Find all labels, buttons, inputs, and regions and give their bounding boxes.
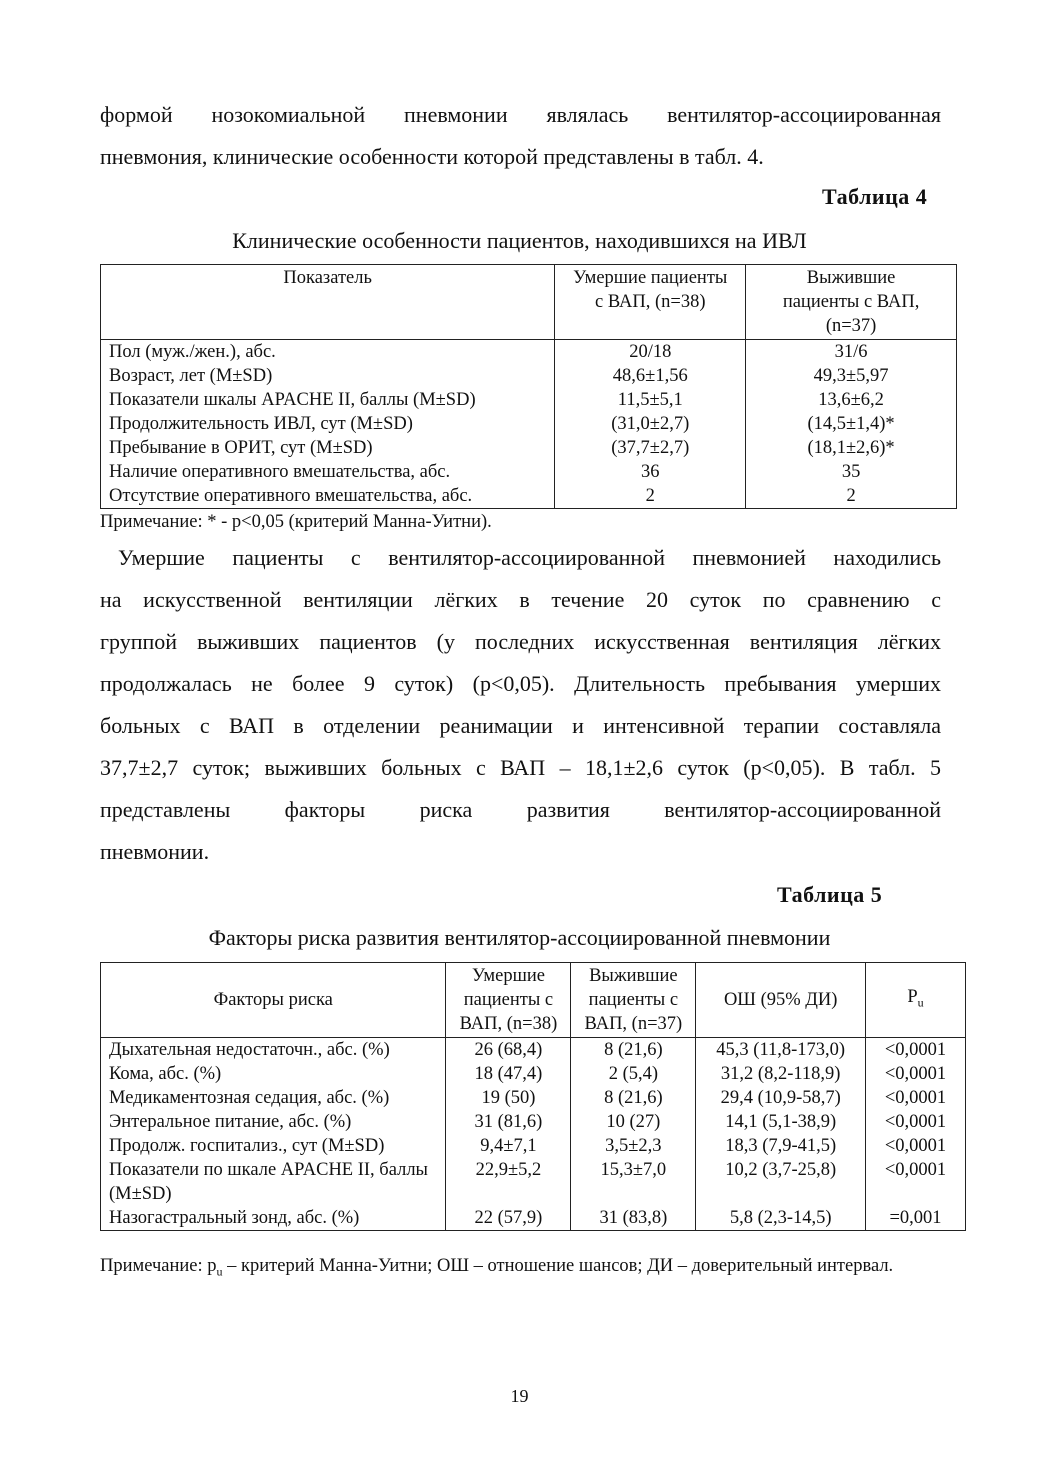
table-cell: 14,1 (5,1-38,9) bbox=[696, 1110, 866, 1134]
table-cell: 8 (21,6) bbox=[571, 1038, 696, 1063]
column-header: Факторы риска bbox=[101, 963, 446, 1038]
text-line: больных с ВАП в отделении реанимации и интенсивной терапии составляла bbox=[100, 713, 941, 738]
table-cell: 31 (83,8) bbox=[571, 1206, 696, 1231]
table-row bbox=[101, 388, 957, 412]
table-cell: 18 (47,4) bbox=[446, 1062, 571, 1086]
table-cell: 31,2 (8,2-118,9) bbox=[696, 1062, 866, 1086]
table-cell: 35 bbox=[746, 460, 957, 484]
table-row bbox=[101, 364, 957, 388]
table-row bbox=[101, 1062, 966, 1086]
p-subscript: u bbox=[917, 995, 924, 1010]
table-cell: Показатели шкалы APACHE II, баллы (M±SD) bbox=[101, 388, 555, 412]
table5 bbox=[100, 962, 966, 1231]
table-cell: Наличие оперативного вмешательства, абс. bbox=[101, 460, 555, 484]
table-row bbox=[101, 1086, 966, 1110]
table-cell: 48,6±1,56 bbox=[555, 364, 746, 388]
table-cell: =0,001 bbox=[866, 1206, 966, 1231]
table-cell: Возраст, лет (M±SD) bbox=[101, 364, 555, 388]
intro-paragraph bbox=[100, 94, 941, 178]
table-cell: <0,0001 bbox=[866, 1110, 966, 1134]
table-cell: (37,7±2,7) bbox=[555, 436, 746, 460]
text-line: формой нозокомиальной пневмонии являлась вентилятор-ассоциированная bbox=[100, 102, 941, 127]
table-cell: Энтеральное питание, абс. (%) bbox=[101, 1110, 446, 1134]
table-cell: 45,3 (11,8-173,0) bbox=[696, 1038, 866, 1063]
table-cell: 2 bbox=[555, 484, 746, 509]
table-cell: 31 (81,6) bbox=[446, 1110, 571, 1134]
text-line: пневмонии. bbox=[100, 839, 210, 864]
table-cell: Медикаментозная седация, абс. (%) bbox=[101, 1086, 446, 1110]
table-cell: 31/6 bbox=[746, 340, 957, 365]
table-cell: 13,6±6,2 bbox=[746, 388, 957, 412]
note-text: – критерий Манна-Уитни; ОШ – отношение шансов; ДИ – доверительный интервал. bbox=[222, 1256, 894, 1276]
table-cell: 10 (27) bbox=[571, 1110, 696, 1134]
table-cell: Отсутствие оперативного вмешательства, абс. bbox=[101, 484, 555, 509]
table-cell: <0,0001 bbox=[866, 1062, 966, 1086]
column-header: Умершие пациенты с ВАП, (n=38) bbox=[446, 963, 571, 1038]
table-cell: 11,5±5,1 bbox=[555, 388, 746, 412]
table-row bbox=[101, 1134, 966, 1158]
table-cell: 36 bbox=[555, 460, 746, 484]
column-header: Выжившие пациенты с ВАП, (n=37) bbox=[746, 265, 957, 340]
table-cell: 15,3±7,0 bbox=[571, 1158, 696, 1206]
text-line: Умершие пациенты с вентилятор-ассоциированной пневмонией находились bbox=[118, 545, 941, 570]
table-row bbox=[101, 460, 957, 484]
table4-label: Таблица 4 bbox=[822, 184, 928, 209]
table5-label: Таблица 5 bbox=[777, 882, 883, 907]
body-paragraph bbox=[100, 537, 941, 873]
table-header-row bbox=[101, 963, 966, 1038]
text-line: пневмония, клинические особенности которой представлены в табл. 4. bbox=[100, 144, 764, 169]
table-cell: (14,5±1,4)* bbox=[746, 412, 957, 436]
table-cell: Пол (муж./жен.), абс. bbox=[101, 340, 555, 365]
table-cell: Кома, абс. (%) bbox=[101, 1062, 446, 1086]
text-line: на искусственной вентиляции лёгких в течение 20 суток по сравнению с bbox=[100, 587, 941, 612]
table-cell: 26 (68,4) bbox=[446, 1038, 571, 1063]
table-cell: <0,0001 bbox=[866, 1158, 966, 1206]
table-cell: (31,0±2,7) bbox=[555, 412, 746, 436]
table-cell: 5,8 (2,3-14,5) bbox=[696, 1206, 866, 1231]
table5-note bbox=[100, 1254, 941, 1284]
text-line: продолжалась не более 9 суток) (p<0,05). Длительность пребывания умерших bbox=[100, 671, 941, 696]
note-prefix: Примечание: p bbox=[100, 1256, 217, 1276]
table-header-row bbox=[101, 265, 957, 340]
table-cell: Продолж. госпитализ., сут (M±SD) bbox=[101, 1134, 446, 1158]
table-cell: 2 bbox=[746, 484, 957, 509]
table-cell: <0,0001 bbox=[866, 1038, 966, 1063]
column-header: Выжившие пациенты с ВАП, (n=37) bbox=[571, 963, 696, 1038]
table-cell: 8 (21,6) bbox=[571, 1086, 696, 1110]
table-row bbox=[101, 340, 957, 365]
table-cell: <0,0001 bbox=[866, 1086, 966, 1110]
table-row bbox=[101, 1110, 966, 1134]
column-header bbox=[866, 963, 966, 1038]
table-cell: Назогастральный зонд, абс. (%) bbox=[101, 1206, 446, 1231]
table4-caption: Клинические особенности пациентов, находившихся на ИВЛ bbox=[232, 228, 807, 253]
table4-note: Примечание: * - p<0,05 (критерий Манна-Уитни). bbox=[100, 512, 492, 532]
table-cell: (18,1±2,6)* bbox=[746, 436, 957, 460]
table-cell: <0,0001 bbox=[866, 1134, 966, 1158]
text-line: 37,7±2,7 суток; выживших больных с ВАП – 18,1±2,6 суток (p<0,05). В табл. 5 bbox=[100, 755, 941, 780]
table-row bbox=[101, 436, 957, 460]
page-number: 19 bbox=[510, 1386, 529, 1406]
table-cell: 29,4 (10,9-58,7) bbox=[696, 1086, 866, 1110]
table-row bbox=[101, 1038, 966, 1063]
column-header: Умершие пациенты с ВАП, (n=38) bbox=[555, 265, 746, 340]
table-cell: 3,5±2,3 bbox=[571, 1134, 696, 1158]
note-subscript: u bbox=[216, 1264, 223, 1279]
column-header: ОШ (95% ДИ) bbox=[696, 963, 866, 1038]
table-cell: 49,3±5,97 bbox=[746, 364, 957, 388]
p-symbol: P bbox=[907, 987, 918, 1008]
table-cell: Продолжительность ИВЛ, сут (M±SD) bbox=[101, 412, 555, 436]
table-cell: Пребывание в ОРИТ, сут (M±SD) bbox=[101, 436, 555, 460]
table-cell: 10,2 (3,7-25,8) bbox=[696, 1158, 866, 1206]
table4 bbox=[100, 264, 957, 509]
table-cell: 18,3 (7,9-41,5) bbox=[696, 1134, 866, 1158]
table5-caption: Факторы риска развития вентилятор-ассоциированной пневмонии bbox=[208, 925, 831, 950]
table-row bbox=[101, 1158, 966, 1206]
table-row bbox=[101, 1206, 966, 1231]
text-line: представлены факторы риска развития вентилятор-ассоциированной bbox=[100, 797, 941, 822]
table-cell: 22 (57,9) bbox=[446, 1206, 571, 1231]
table-cell: 19 (50) bbox=[446, 1086, 571, 1110]
table-cell: 22,9±5,2 bbox=[446, 1158, 571, 1206]
table-cell: 2 (5,4) bbox=[571, 1062, 696, 1086]
text-line: группой выживших пациентов (у последних искусственная вентиляция лёгких bbox=[100, 629, 941, 654]
table-row bbox=[101, 484, 957, 509]
table-cell: Дыхательная недостаточн., абс. (%) bbox=[101, 1038, 446, 1063]
table-cell: Показатели по шкале APACHE II, баллы (M±SD) bbox=[101, 1158, 446, 1206]
column-header: Показатель bbox=[101, 265, 555, 340]
table-row bbox=[101, 412, 957, 436]
table-cell: 20/18 bbox=[555, 340, 746, 365]
table-cell: 9,4±7,1 bbox=[446, 1134, 571, 1158]
